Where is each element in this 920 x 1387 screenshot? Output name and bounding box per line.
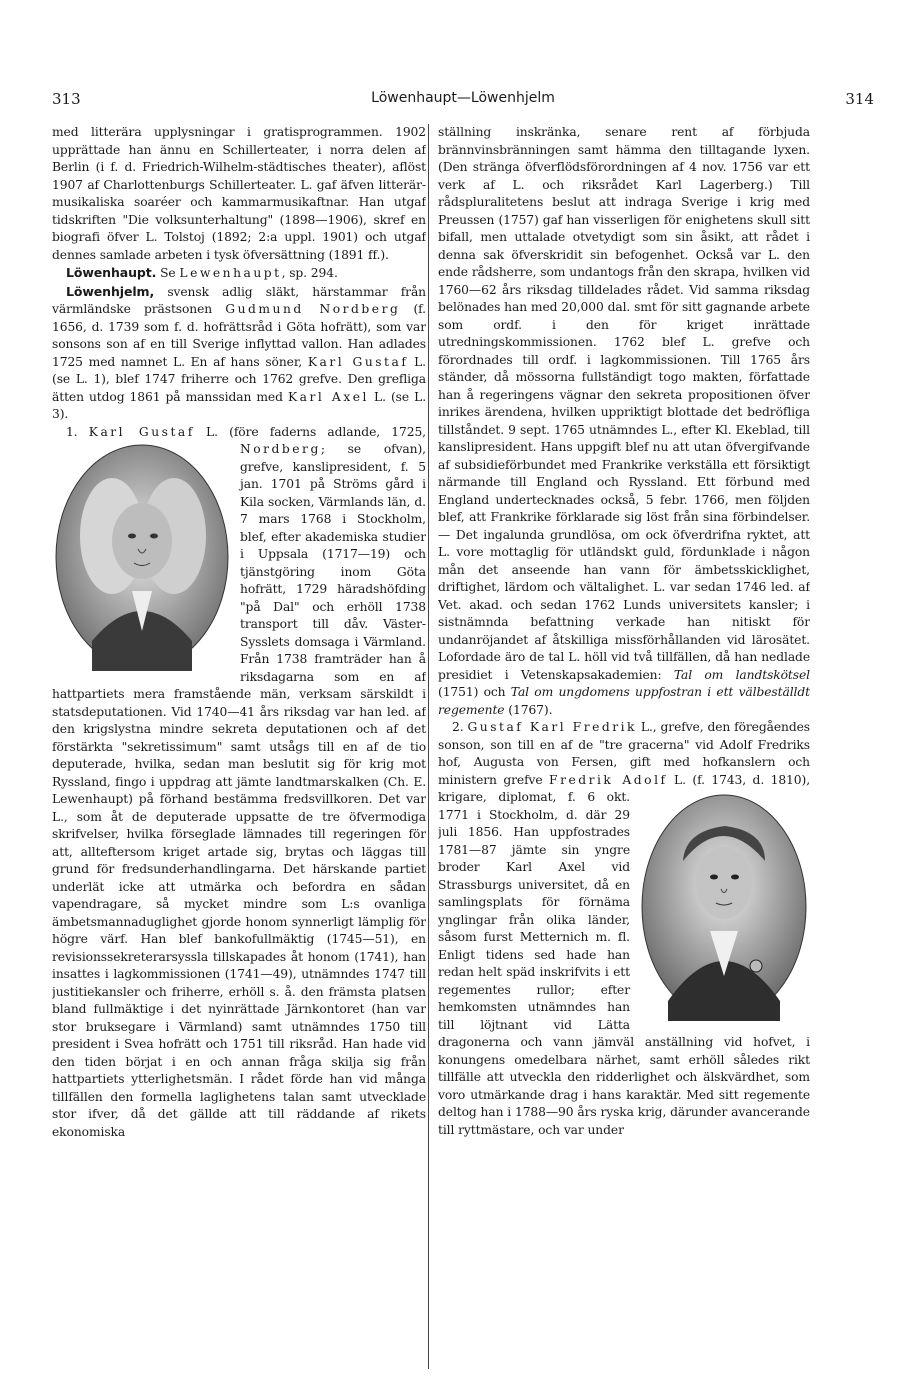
portrait-engraving-2 [638, 791, 810, 1023]
entry-text: Se [156, 266, 180, 280]
portrait-engraving-1 [52, 441, 232, 673]
spaced-name: Gustaf Karl Fredrik [467, 720, 638, 734]
spaced-name: Karl Axel [287, 389, 369, 404]
page-header [52, 90, 874, 110]
spaced-name: Gudmund Nordberg [225, 302, 401, 316]
entry-text: L. (f. 1743, d. 1810), krigare, diplomat, f. 6 okt. 1771 i Stockholm, d. där 29 juli 1856. Han uppfostrades 1781—87 jämte sin yngre broder Karl Axel vid Strassburgs universitet, då en samlingsplats för förnäma ynglingar från olika länder, såsom furst Metternich m. fl. Enligt tidens sed hade han redan helt späd inskrifvits i ett regementes rullor; efter hemkomsten utnämndes han till löjtnant vid Lätta dragonerna och vann jämväl anställning vid hofvet, i konungens omedelbara närhet, samt erhöll således rikt tillfälle att utveckla den ridderlighet och älskvärdhet, som voro utmärkande drag i hans karaktär. Med sitt regemente deltog han i 1788—90 års ryska krig, därunder avancerande till ryttmästare, och var under [438, 772, 810, 1137]
headword-lowenhjelm: Löwenhjelm, [66, 283, 155, 299]
left-column [52, 124, 426, 1374]
entry-number: 2. [452, 720, 468, 734]
headword-lowenhaupt: Löwenhaupt. [66, 265, 157, 280]
entry-text: (1751) och [438, 685, 511, 699]
entry-text: svensk adlig släkt, härstammar från värmländske prästsonen [52, 284, 426, 316]
work-title: Tal om ungdomens uppfostran i ett välbeställdt regemente [438, 685, 810, 717]
spaced-name: Nordberg [240, 442, 321, 456]
work-title: Tal om landtskötsel [673, 667, 810, 682]
entry-text: L. (se L. 3). [52, 389, 426, 421]
column-divider [428, 124, 429, 1369]
entry-karl-gustaf [52, 424, 426, 1142]
running-title: Löwenhaupt—Löwenhjelm [371, 90, 555, 106]
entry-text: ; se ofvan), grefve, kanslipresident, f. 5 jan. 1701 på Ströms gård i Kila socken, Värmlands län, d. 7 mars 1768 i Stockholm, blef, efter akademiska studier i Uppsala (1717—19) och tjänstgöring inom Göta hofrätt, 1729 häradshöfding "på Dal" och erhöll 1738 transport till dåv. Väster-Sysslets domsaga i Värmland. Från 1738 framträder han å riksdagarna som en af hattpartiets mera framstående män, verksam särskildt i statsdeputationen. Vid 1740—41 års riksdag var han led. af den krigslystna mindre sekreta deputationen och af det förstärkta "sekretissimum" samt utsågs till en af de tio deputerade, hvilka, sedan man beslutit sig för krig mot Ryssland, fingo i uppdrag att jämte landtmarskalken (Ch. E. Lewenhaupt) på förhand bestämma fredsvillkoren. Det var L., som åt de deputerade uppsatte de tre öfvermodiga skrifvelser, hvilka förseglade lämnades till regeringen för att, allteftersom kriget artade sig, brytas och läggas till grund för fredsunderhandlingarna. Det härskande partiet underlät icke att utmärka och befordra en sådan vapendragare, så mycket mindre som L:s ovanliga ämbetsmannaduglighet gjorde honom synnerligt lämplig för högre värf. Han blef bankofullmäktig (1745—51), en revisionssekreterarsyssla tillskapades åt honom (1741), han insattes i lagkommissionen (1741—49), utnämndes 1747 till justitiekansler och friherre, erhöll s. å. den främsta platsen bland fullmäktige i det nyinrättade Järnkontoret (han var stor bruksegare i Värmland) samt utnämndes 1750 till president i Svea hofrätt och 1751 till riksråd. Han hade vid den tiden börjat i en och annan fråga skilja sig från hattpartiets ytterlighetsmän. I rådet förde han vid många tillfällen den formella laglighetens talan samt utvecklade stor ifver, då det gällde att till räddande af rikets ekonomiska [52, 442, 426, 1139]
entry-text: (1767). [504, 702, 553, 717]
entry-number: 1. [66, 424, 89, 439]
entry-gustaf-karl-fredrik [438, 719, 810, 1139]
entry-text: (f. 1656, d. 1739 som f. d. hofrättsråd i Göta hofrätt), som var sonsons son af en till Sverige inflyttad vallon. Han adlades 1725 med namnet L. En af hans söner, [52, 302, 426, 369]
entry-lowenhjelm [52, 283, 426, 424]
spaced-name: Karl Gustaf [307, 354, 409, 369]
continued-paragraph-right [438, 124, 810, 719]
entry-text: L., grefve, den föregåendes sonson, son till en af de "tre gracerna" vid Adolf Fredriks hof, Augusta von Fersen, gift med hofkanslern och ministern grefve [438, 720, 810, 787]
portrait-karl-gustaf [52, 441, 232, 673]
page-number-left: 313 [52, 90, 81, 108]
spaced-name: Fredrik Adolf [549, 772, 668, 787]
page-number-right: 314 [845, 90, 874, 108]
spaced-name: Karl Gustaf [88, 424, 195, 439]
cross-reference: Lewenhaupt [179, 266, 282, 280]
entry-text: L. (se L. 1), blef 1747 friherre och 1762 grefve. Den grefliga ätten utdog 1861 på manssidan med [52, 354, 426, 404]
entry-text: ställning inskränka, senare rent af förbjuda brännvinsbränningen samt hämma den tilltagande lyxen. (Den stränga öfverflödsförordningen af 4 nov. 1756 var ett verk af L. och riksrådet Karl Lagerberg.) Till rådspluralitetens beslut att indraga Sverige i krig med Preussen (1757) gaf han visserligen för enighetens skull sitt bifall, men uttalade otvetydigt som sin åsikt, att rådet i denna sak öfverskridit sin befogenhet. Också var L. den ende rådsherre, som undantogs från den skrapa, hvilken vid 1760—62 års riksdag tilldelades rådet. Vid samma riksdag belönades han med 20,000 dal. smt för sitt gagnande arbete som ordf. i den för kriget inrättade utredningskommissionen. 1762 blef L. grefve och förordnades till ordf. i lagkommissionen. Till 1765 års ständer, då mössorna fullständigt togo makten, författade han å regeringens vägnar den sekreta propositionen öfver inrikes ärendena, hvilken uppriktigt blottade det bedröfliga tillståndet. 9 sept. 1765 utnämndes L., efter Kl. Ekeblad, till kanslipresident. Hans uppgift blef nu att utan öfvergifvande af subsidieförbundet med Frankrike verkställa ett försiktigt närmande till England och Ryssland. Ett förbund med England undertecknades också, 5 febr. 1766, men följden blef, att Frankrike förklarade sig löst från sina förbindelser. — Det ingalunda grundlösa, om ock öfverdrifna ryktet, att L. vore mottaglig för utländskt guld, fördunklade i någon mån det anseende han vann för ämbetsskicklighet, driftighet, lärdom och vältalighet. L. var sedan 1746 led. af Vet. akad. och sedan 1762 Lunds universitets kansler; i sistnämnda befattning verkade han nitiskt för undanröjandet af åtskilliga missförhållanden vid lärosätet. Lofordade äro de tal L. höll vid två tillfällen, då han nedlade presidiet i Vetenskapsakademien: [438, 125, 810, 682]
entry-lowenhaupt [52, 264, 426, 283]
right-column [438, 124, 810, 1374]
entry-text: L. (före faderns adlande, 1725, [194, 424, 426, 439]
continued-paragraph: med litterära upplysningar i gratisprogrammen. 1902 upprättade han ännu en Schillerteater, i norra delen af Berlin (i f. d. Friedrich-Wilhelm-städtisches theater), aflöst 1907 af Charlottenburgs Schillerteater. L. gaf äfven litterär-musikaliska soaréer och kammarmusikaftnar. Han utgaf tidskriften "Die volksunterhaltung" (1898—1906), skref en biografi öfver L. Tolstoj (1892; 2:a uppl. 1901) och utgaf dennes samlade arbeten i tysk öfversättning (1891 ff.). [52, 125, 426, 262]
entry-text: , sp. 294. [281, 266, 338, 280]
portrait-gustaf-karl-fredrik [638, 791, 810, 1023]
